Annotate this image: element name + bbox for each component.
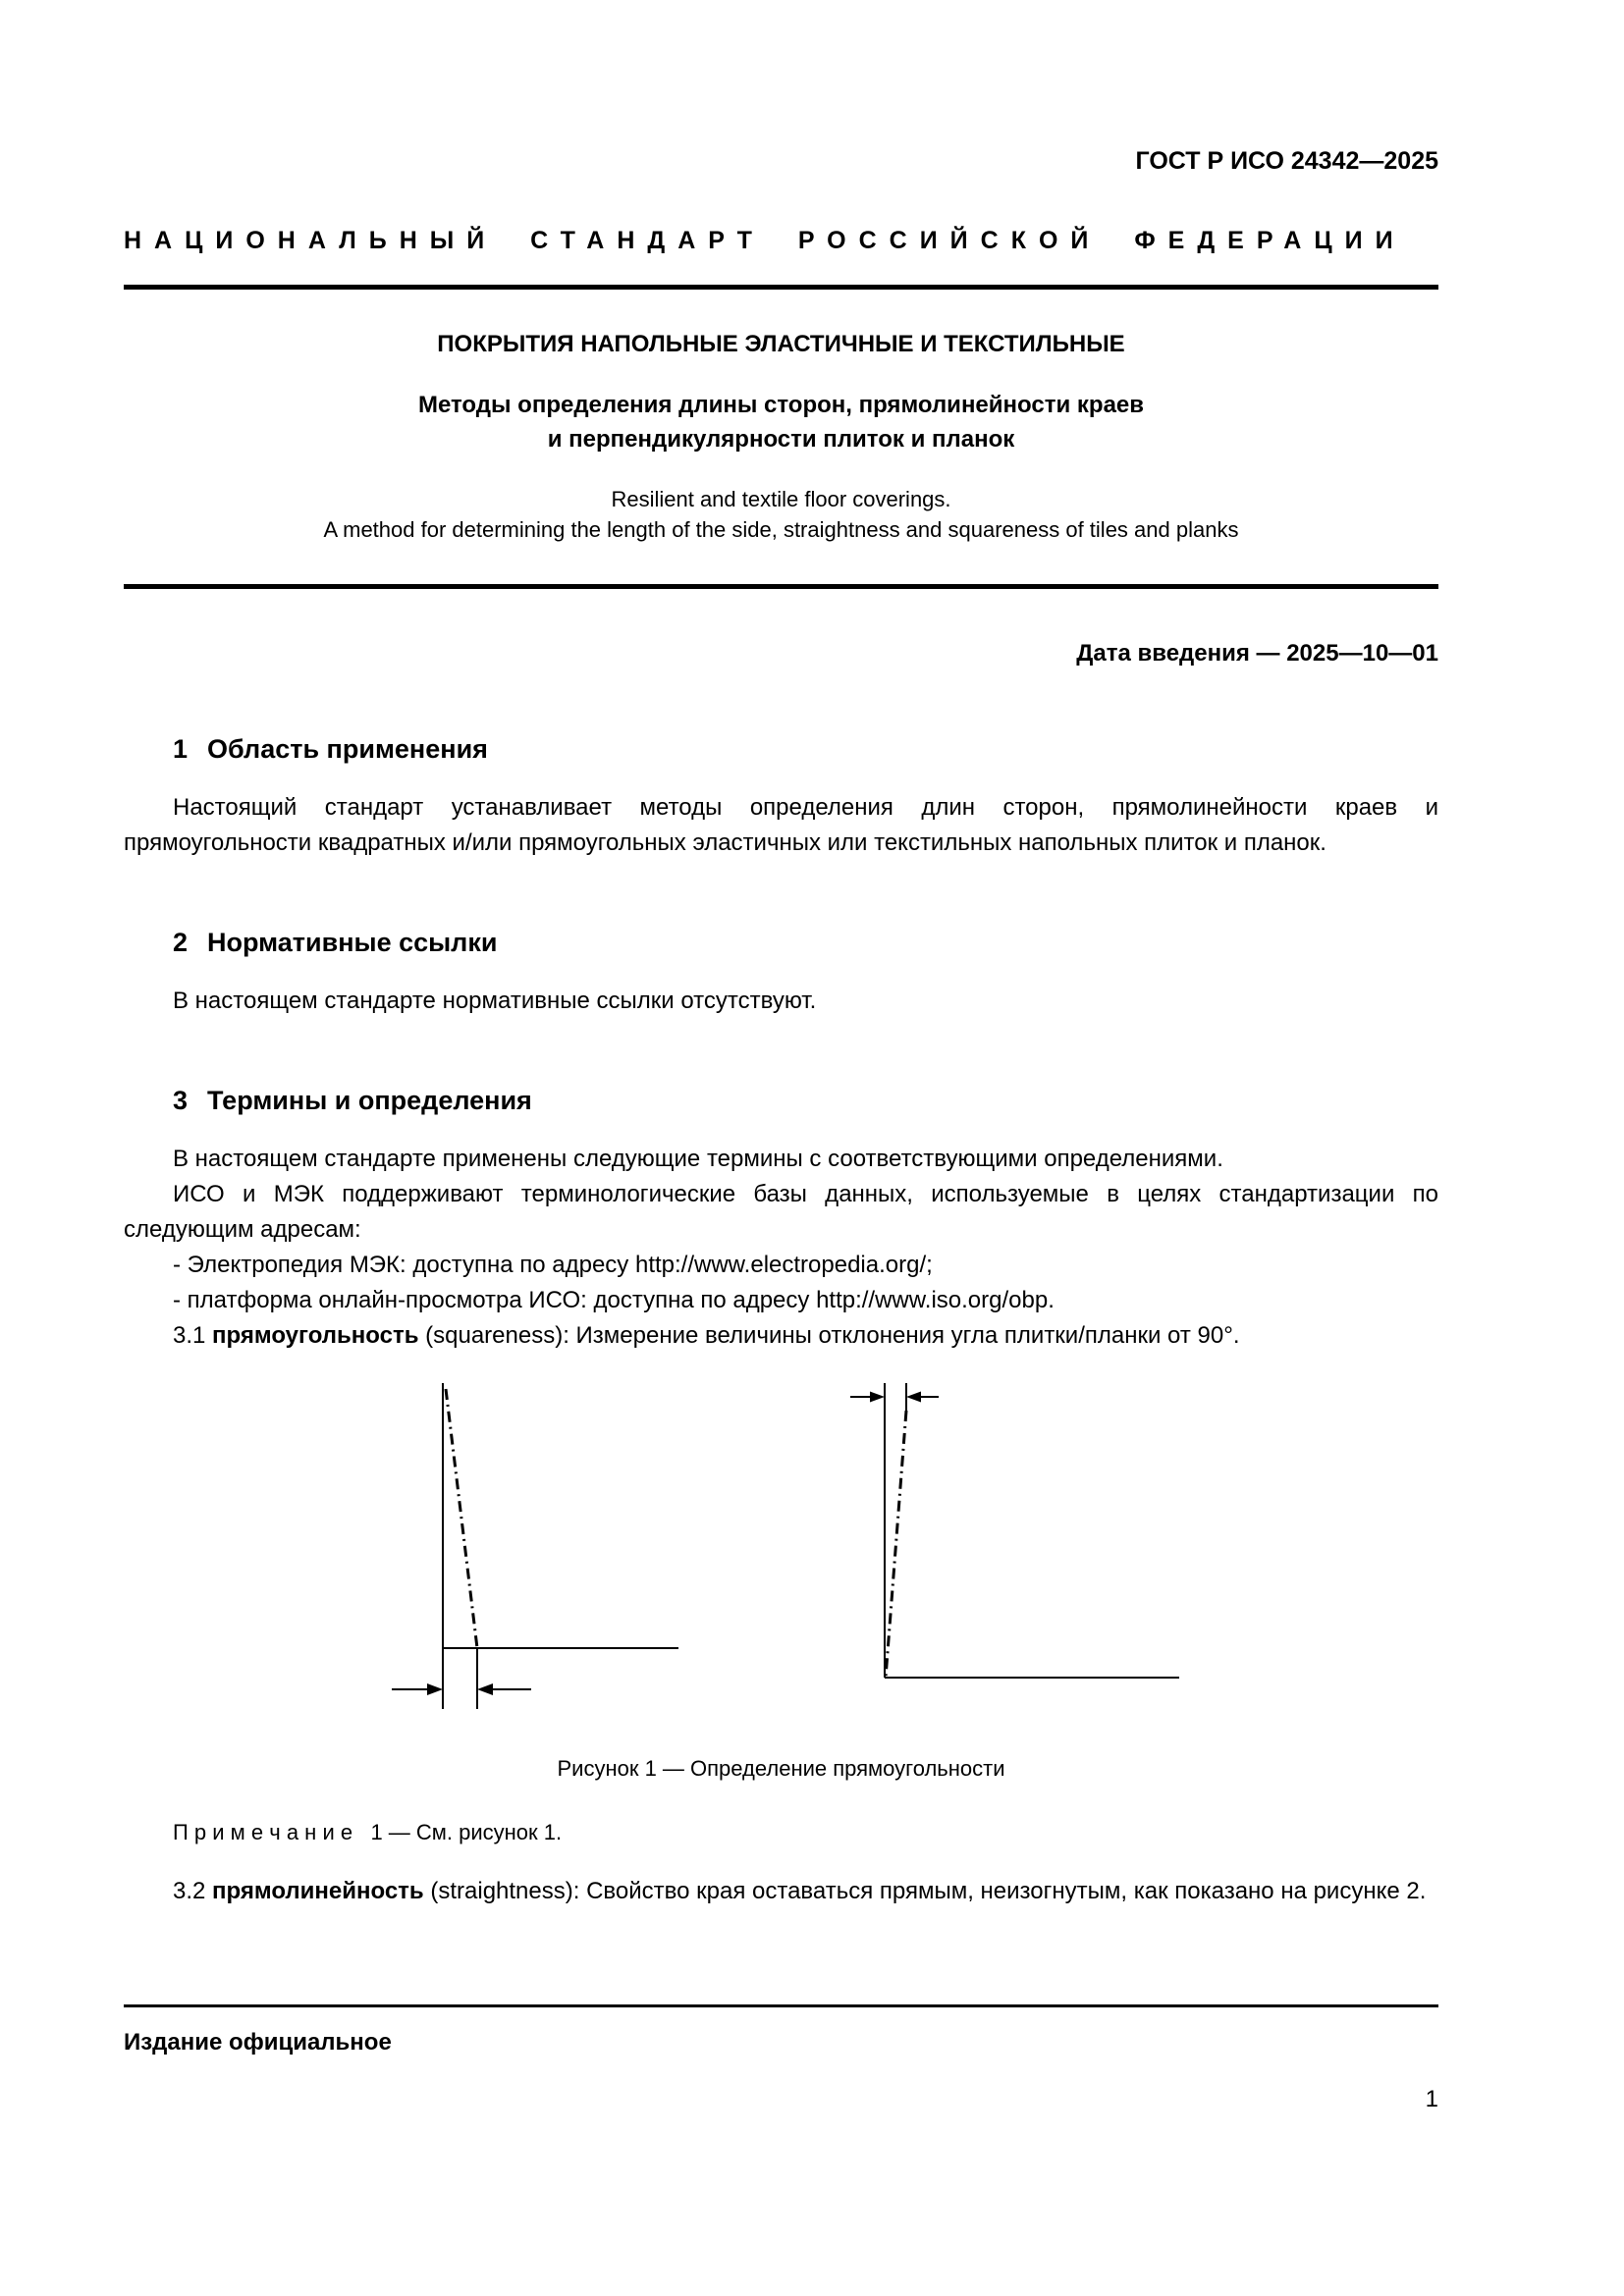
section-2-paragraph: В настоящем стандарте нормативные ссылки отсутствуют. xyxy=(173,988,817,1014)
term-3-2-definition: (straightness): Свойство края оставаться прямым, неизогнутым, как показано на рисунке 2. xyxy=(430,1878,1427,1904)
list-item-iso: - платформа онлайн-просмотра ИСО: доступна по адресу http://www.iso.org/obp. xyxy=(173,1287,1055,1313)
figure-1-caption: Рисунок 1 — Определение прямоугольности xyxy=(557,1756,1005,1781)
section-3-title: Термины и определения xyxy=(207,1086,532,1115)
top-rule xyxy=(124,285,1438,290)
term-3-2-number: 3.2 xyxy=(173,1878,206,1904)
introduction-date: Дата введения — 2025—10—01 xyxy=(1076,640,1438,667)
footer-rule xyxy=(124,2004,1438,2007)
note-1 xyxy=(124,1817,1438,1848)
section-3-heading xyxy=(124,1086,1438,1116)
page-number: 1 xyxy=(1425,2086,1438,2112)
section-1-number: 1 xyxy=(173,734,189,764)
section-2-title: Нормативные ссылки xyxy=(207,928,498,957)
term-3-2-paragraph xyxy=(124,1874,1438,1909)
title-bottom-rule xyxy=(124,584,1438,589)
section-1-heading xyxy=(124,734,1438,765)
term-3-1-definition: (squareness): Измерение величины отклонения угла плитки/планки от 90°. xyxy=(425,1322,1240,1349)
section-3-paragraph-1: В настоящем стандарте применены следующие термины с соответствующими определениями. xyxy=(173,1146,1223,1172)
figure-1-squareness-diagrams xyxy=(124,1383,1438,1727)
note-1-label: П р и м е ч а н и е xyxy=(173,1820,353,1844)
term-3-1-number: 3.1 xyxy=(173,1322,206,1349)
section-2-heading xyxy=(124,928,1438,958)
list-item-iec: - Электропедия МЭК: доступна по адресу http://www.electropedia.org/; xyxy=(173,1252,933,1278)
term-3-1-term: прямоугольность xyxy=(212,1322,419,1349)
subtitle-line-1: Методы определения длины сторон, прямолинейности краев xyxy=(417,392,1145,418)
document-subtitle xyxy=(124,388,1438,456)
doc-number: ГОСТ Р ИСО 24342—2025 xyxy=(1135,147,1438,175)
page-footer xyxy=(124,2004,1438,2113)
standard-type-title: НАЦИОНАЛЬНЫЙ СТАНДАРТ РОССИЙСКОЙ ФЕДЕРАЦИИ xyxy=(124,227,1406,254)
section-2-number: 2 xyxy=(173,928,189,957)
section-1-paragraph: Настоящий стандарт устанавливает методы определения длин сторон, прямолинейности краев и прямоугольности квадратных и/или прямоугольных эластичных или текстильных напольных плиток и планок. xyxy=(124,794,1438,856)
section-1-title: Область применения xyxy=(207,734,488,764)
official-edition-label: Издание официальное xyxy=(124,2029,392,2056)
figure-1-left-diagram xyxy=(384,1383,678,1727)
subtitle-line-2: и перпендикулярности плиток и планок xyxy=(547,426,1015,453)
english-title-line-1: Resilient and textile floor coverings. xyxy=(611,487,951,511)
term-3-1-paragraph xyxy=(124,1318,1438,1354)
section-3-paragraph-2: ИСО и МЭК поддерживают терминологические базы данных, используемые в целях стандартизации по следующим адресам: xyxy=(124,1181,1438,1243)
section-3-number: 3 xyxy=(173,1086,189,1115)
document-title-english xyxy=(124,484,1438,545)
figure-1-right-diagram xyxy=(845,1383,1179,1727)
term-3-2-term: прямолинейность xyxy=(212,1878,424,1904)
document-title: ПОКРЫТИЯ НАПОЛЬНЫЕ ЭЛАСТИЧНЫЕ И ТЕКСТИЛЬНЫЕ xyxy=(437,331,1125,357)
note-1-text: 1 — См. рисунок 1. xyxy=(370,1820,563,1844)
english-title-line-2: A method for determining the length of the side, straightness and squareness of tiles and planks xyxy=(323,517,1239,542)
